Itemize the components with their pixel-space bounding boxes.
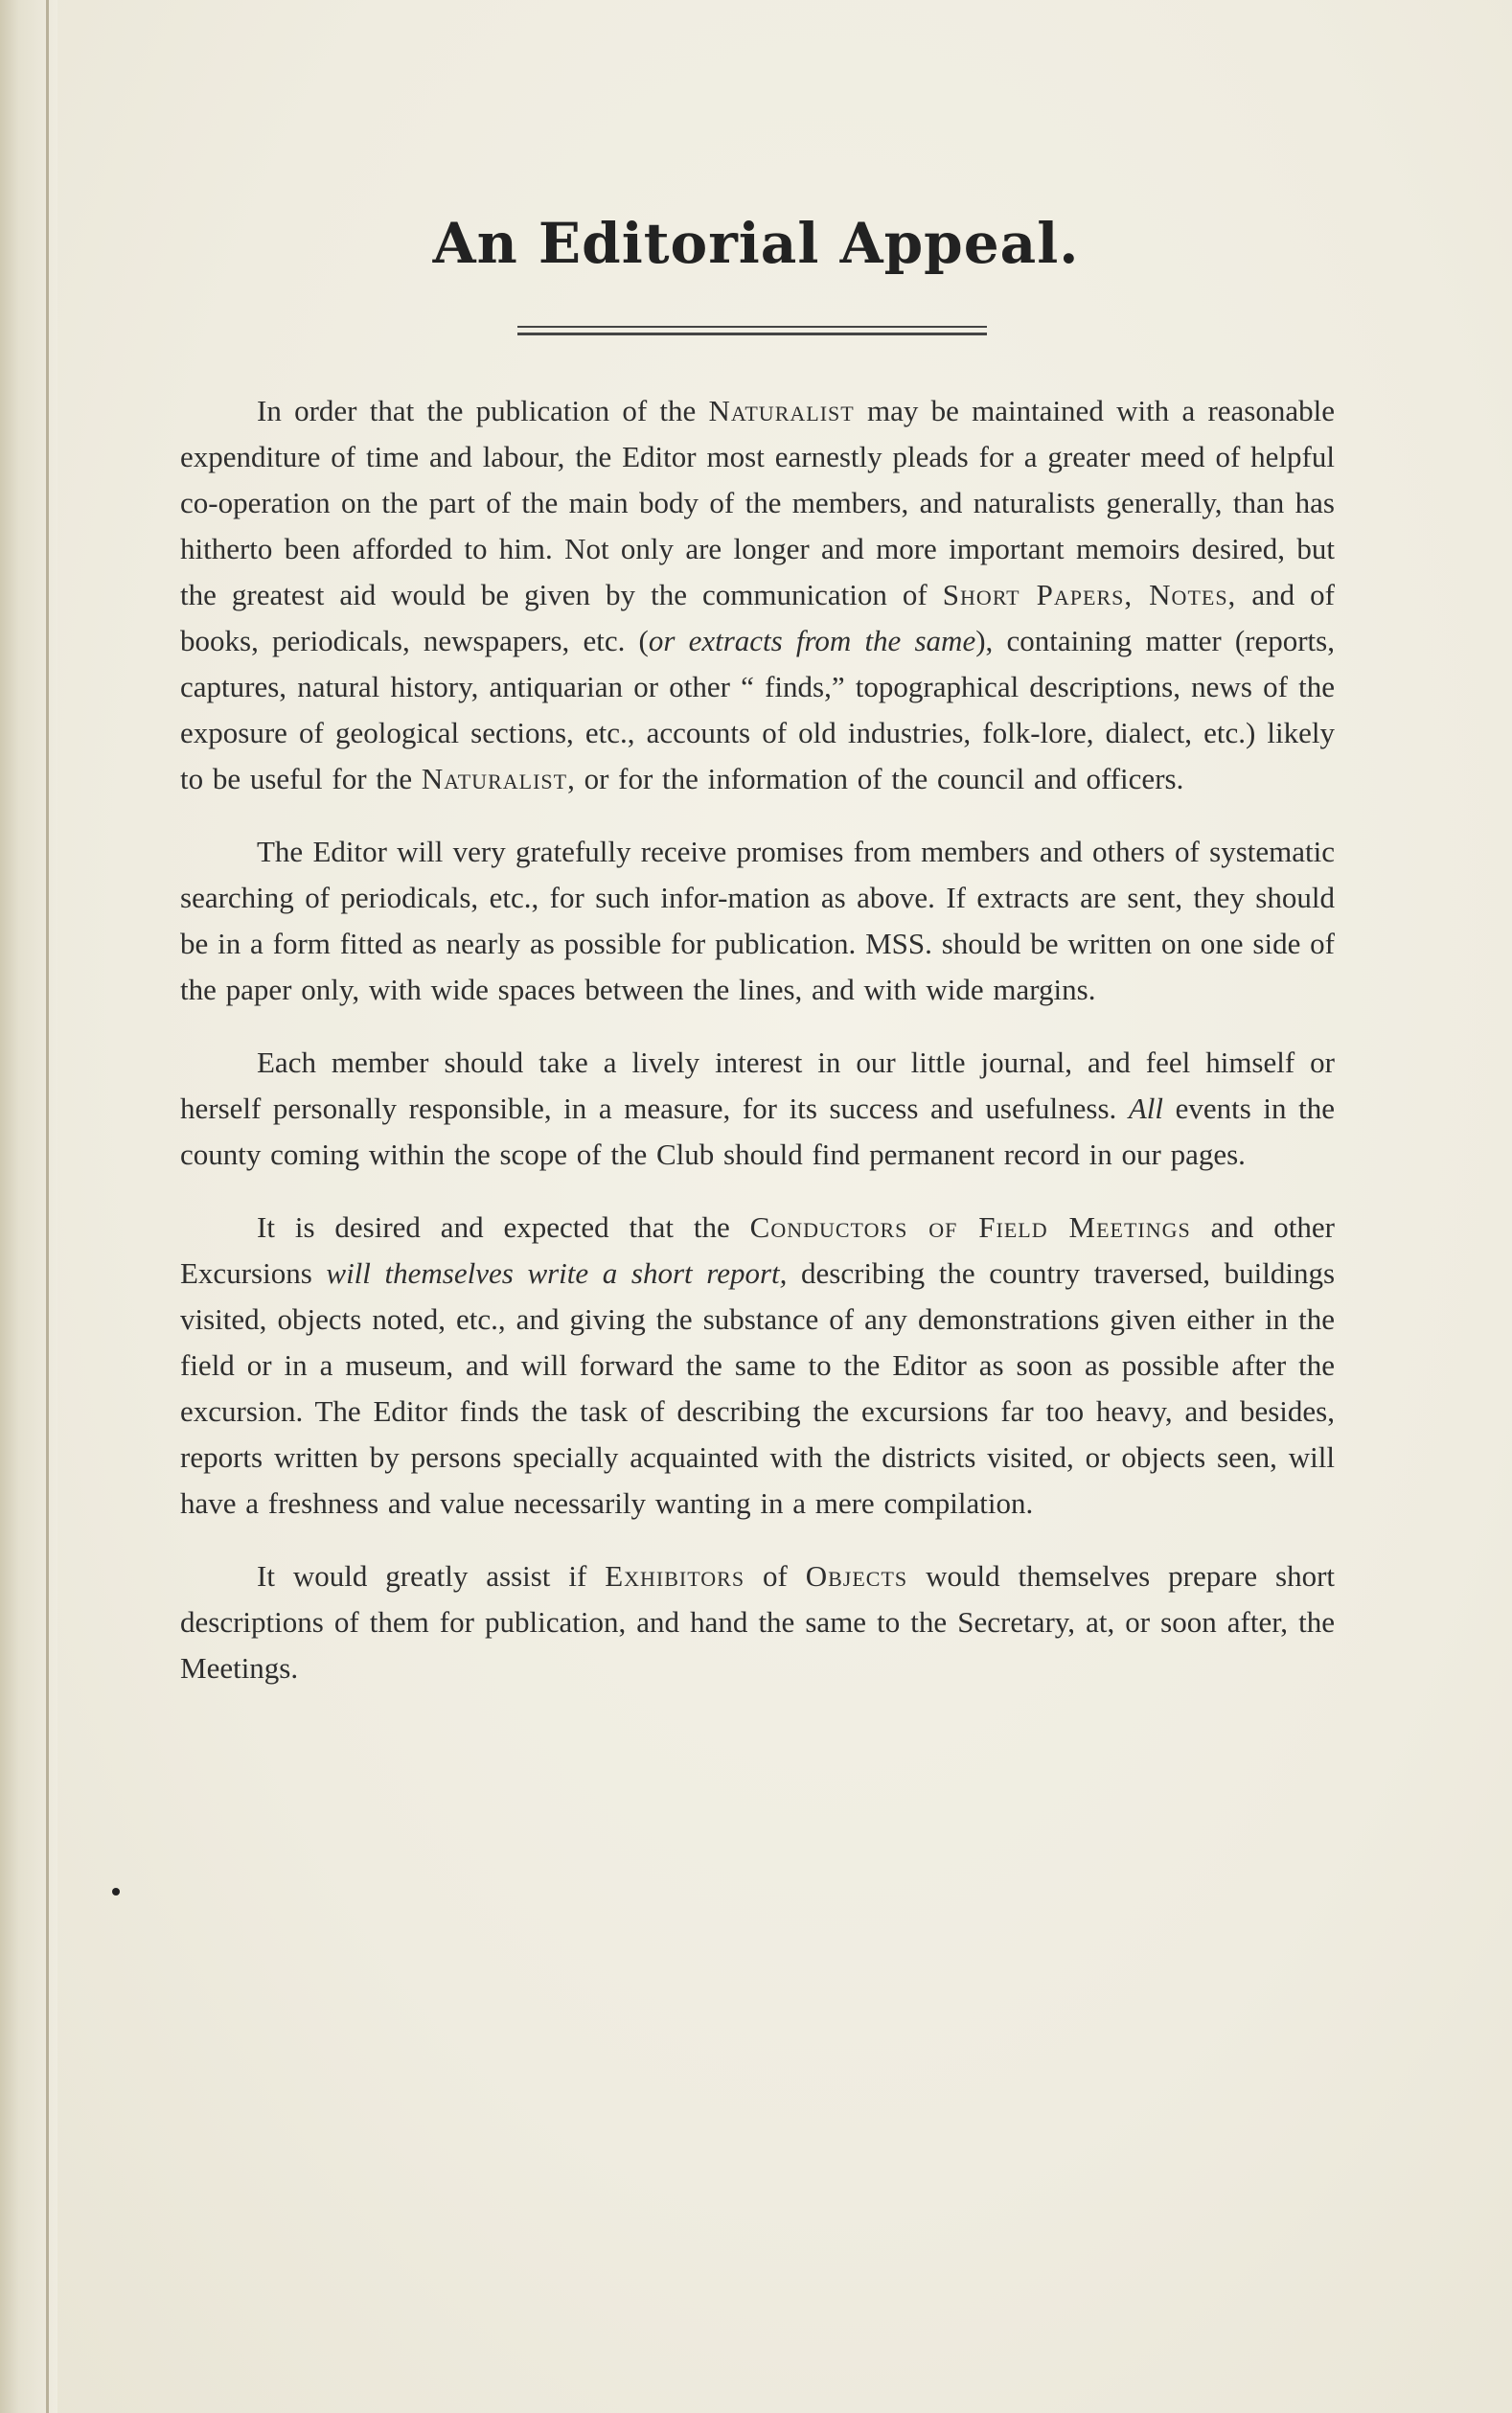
paragraph-text: Each member should take a lively interest in our little journal, and feel himself or herself personally responsible, in a measure, for its success and usefulness.: [180, 1046, 1335, 1125]
small-caps-text: Conductors of Field Meetings: [749, 1210, 1191, 1244]
paragraph-text: may be maintained with a reasonable expenditure of time and labour, the Editor most earnestly pleads for a greater meed of helpful co-operation on the part of the main body of the members, and naturalists generally, than has hitherto been afforded to him. Not only are longer and more important memoirs desired, but the greatest aid would be given by the communication of: [180, 394, 1335, 611]
small-caps-text: Naturalist: [708, 394, 855, 427]
body-paragraph: [180, 1553, 1335, 1691]
margin-ink-dot: [112, 1888, 120, 1896]
paragraph-text: In order that the publication of the: [257, 394, 709, 427]
small-caps-text: Short Papers, Notes,: [942, 578, 1237, 611]
paragraph-text: describing the country traversed, buildings visited, objects noted, etc., and giving the substance of any demonstrations given either in the field or in a museum, and will forward the same to the Editor as soon as possible after the excursion. The Editor finds the task of describing the excursions far too heavy, and besides, reports written by persons specially acquainted with the districts visited, or objects seen, will have a freshness and value necessarily wanting in a mere compilation.: [180, 1256, 1336, 1520]
italic-text: or extracts from the same: [648, 624, 976, 657]
paragraph-text: and of books, periodicals, newspapers, etc. (: [180, 578, 1335, 657]
paragraph-text: The Editor will very gratefully receive promises from members and others of systematic searching of periodicals, etc., for such infor-mation as above. If extracts are sent, they should be in a form fitted as nearly as possible for publication. MSS. should be written on one side of the paper only, with wide spaces between the lines, and with wide margins.: [180, 835, 1335, 1006]
page-binding-shadow: [0, 0, 57, 2413]
paragraph-text: , or for the information of the council and officers.: [567, 762, 1184, 795]
title-double-rule: [517, 326, 987, 339]
paragraph-text: It is desired and expected that the: [257, 1210, 750, 1244]
paragraph-text: It would greatly assist if: [257, 1559, 606, 1593]
page-title: An Editorial Appeal.: [432, 211, 1080, 276]
body-paragraph: [180, 388, 1335, 802]
rule-line-top: [517, 326, 987, 328]
body-paragraph: [180, 1040, 1335, 1178]
body-paragraph: [180, 829, 1335, 1013]
paragraph-text: of: [745, 1559, 806, 1593]
binding-edge-line: [46, 0, 49, 2413]
paragraph-text: events in the county coming within the scope of the Club should find permanent record in our pages.: [180, 1092, 1335, 1171]
body-paragraph: [180, 1205, 1335, 1527]
small-caps-text: Naturalist: [421, 762, 568, 795]
italic-text: All: [1128, 1092, 1164, 1125]
paragraph-text: and other Excursions: [180, 1210, 1335, 1290]
rule-line-bottom: [517, 333, 987, 335]
article-body: [180, 388, 1335, 1718]
paragraph-text: would themselves prepare short descriptions of them for publication, and hand the same to the Secretary, at, or soon after, the Meetings.: [180, 1559, 1335, 1685]
paragraph-text: ), containing matter (reports, captures, natural history, antiquarian or other “ finds,” topographical descriptions, news of the exposure of geological sections, etc., accounts of old industries, folk-lore, dialect, etc.) likely to be useful for the: [180, 624, 1335, 795]
small-caps-text: Objects: [805, 1559, 908, 1593]
italic-text: will themselves write a short report,: [326, 1256, 788, 1290]
small-caps-text: Exhibitors: [605, 1559, 745, 1593]
